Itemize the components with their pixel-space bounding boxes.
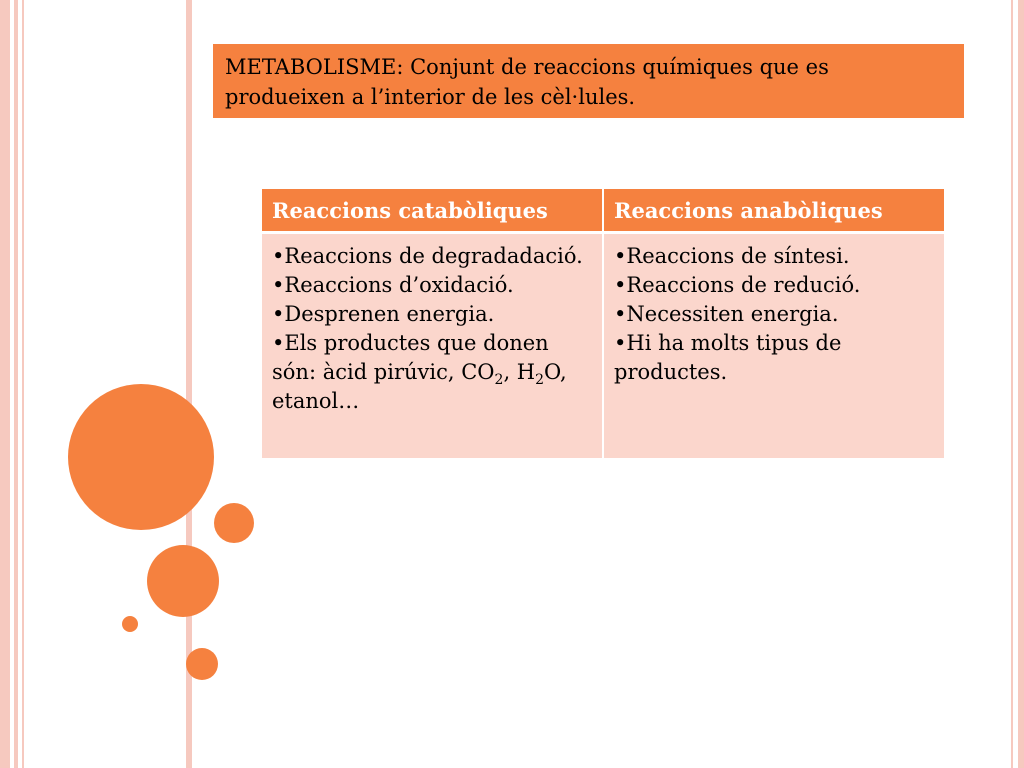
decorative-circle [68, 384, 214, 530]
header-catabolic: Reaccions catabòliques [262, 189, 603, 233]
products-text: •Els productes que donen són: àcid pirúvic, CO [272, 331, 549, 384]
h2o-subscript: 2 [535, 372, 545, 389]
decorative-stripe [0, 0, 10, 768]
list-item: •Reaccions de degradadació. [272, 244, 583, 268]
table-row [262, 233, 944, 459]
list-item: •Desprenen energia. [272, 302, 495, 326]
definition-box [213, 44, 964, 118]
decorative-circle [122, 616, 138, 632]
decorative-stripe [14, 0, 18, 768]
list-item: •Reaccions de redució. [614, 273, 861, 297]
decorative-circle [147, 545, 219, 617]
reactions-table [262, 189, 944, 458]
list-item: •Reaccions de síntesi. [614, 244, 850, 268]
decorative-stripe [1018, 0, 1024, 768]
anabolic-cell [603, 233, 944, 459]
list-item-products [272, 329, 594, 416]
definition-text: METABOLISME: Conjunt de reaccions químiques que es produeixen a l’interior de les cèl·lules. [225, 55, 829, 109]
list-item: •Reaccions d’oxidació. [272, 273, 514, 297]
catabolic-cell [262, 233, 603, 459]
products-text: O, etanol… [272, 360, 567, 413]
decorative-stripe [22, 0, 24, 768]
co2-subscript: 2 [494, 372, 504, 389]
list-item: •Hi ha molts tipus de productes. [614, 331, 842, 384]
table-header-row [262, 189, 944, 233]
products-text: , H [503, 360, 536, 384]
list-item: •Necessiten energia. [614, 302, 839, 326]
decorative-circle [214, 503, 254, 543]
decorative-circle [186, 648, 218, 680]
decorative-stripe [1011, 0, 1013, 768]
header-anabolic: Reaccions anabòliques [603, 189, 944, 233]
